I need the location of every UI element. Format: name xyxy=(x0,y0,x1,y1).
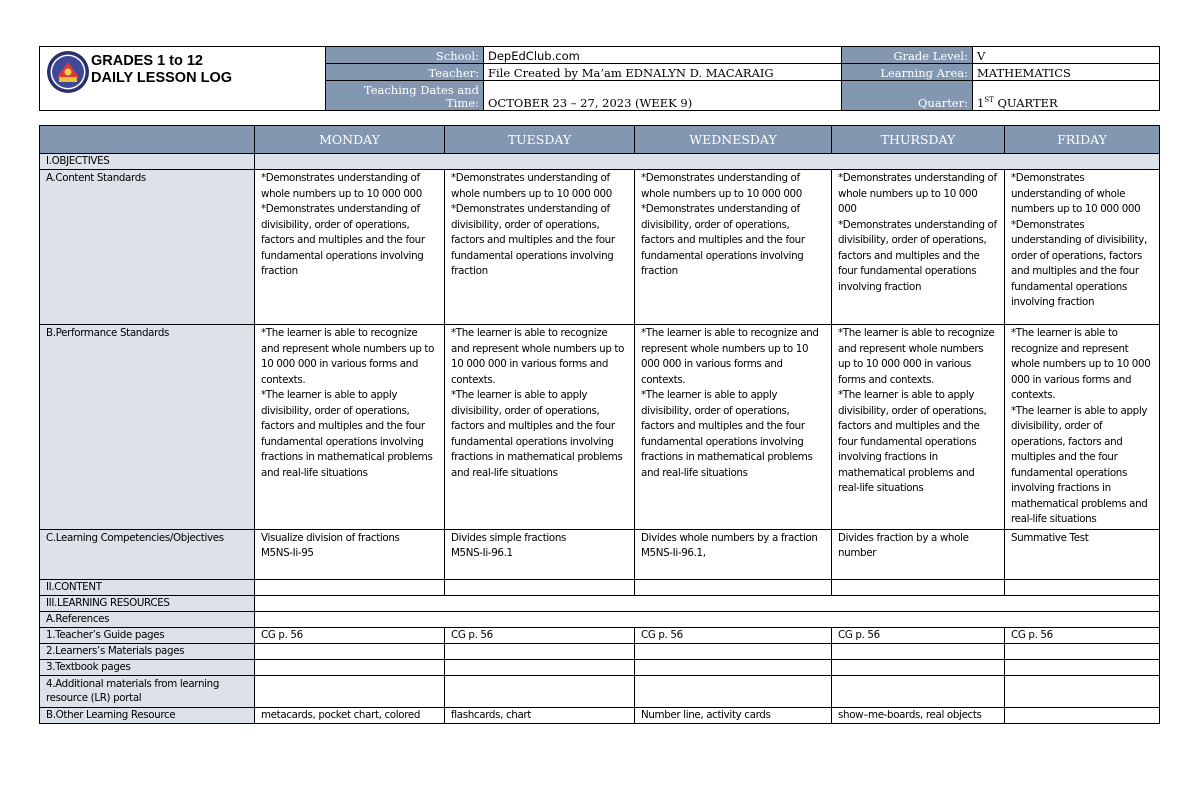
table-row xyxy=(40,675,1160,707)
grade-level-label: Grade Level: xyxy=(842,47,973,64)
day-header-tuesday: TUESDAY xyxy=(445,126,635,154)
teaching-dates-label-line2: Time: xyxy=(446,96,479,110)
learners-materials-monday xyxy=(255,643,445,659)
textbook-label: 3.Textbook pages xyxy=(40,659,255,675)
additional-materials-tuesday xyxy=(445,675,635,707)
performance-standards-wednesday: *The learner is able to recognize and represent whole numbers up to 10 000 000 in various forms and contexts. *The learner is able to apply divisibility, order of operations, factors and multiples and the four fundamental operations involving fractions in mathematical problems and real-life situations xyxy=(635,325,832,530)
other-resources-wednesday: Number line, activity cards xyxy=(635,707,832,723)
table-row xyxy=(40,595,1160,611)
table-row xyxy=(40,154,1160,170)
performance-standards-thursday: *The learner is able to recognize and represent whole numbers up to 10 000 000 in various forms and contexts. *The learner is able to apply divisibility, order of operations, factors and multiples and the four fundamental operations involving fractions in mathematical problems and real-life situations xyxy=(832,325,1005,530)
learning-area-value: MATHEMATICS xyxy=(973,64,1160,81)
day-header-wednesday: WEDNESDAY xyxy=(635,126,832,154)
table-row xyxy=(40,579,1160,595)
teachers-guide-wednesday: CG p. 56 xyxy=(635,627,832,643)
quarter-label: Quarter: xyxy=(842,81,973,111)
teacher-label: Teacher: xyxy=(326,64,484,81)
teachers-guide-monday: CG p. 56 xyxy=(255,627,445,643)
additional-materials-thursday xyxy=(832,675,1005,707)
learners-materials-thursday xyxy=(832,643,1005,659)
other-resources-thursday: show–me-boards, real objects xyxy=(832,707,1005,723)
learning-resources-fill xyxy=(255,595,1160,611)
quarter-word: QUARTER xyxy=(993,96,1058,110)
additional-materials-wednesday xyxy=(635,675,832,707)
content-standards-label: A.Content Standards xyxy=(40,170,255,325)
teaching-dates-value: OCTOBER 23 – 27, 2023 (WEEK 9) xyxy=(484,81,842,111)
table-row xyxy=(40,627,1160,643)
other-resources-tuesday: flashcards, chart xyxy=(445,707,635,723)
table-row xyxy=(40,643,1160,659)
content-standards-tuesday: *Demonstrates understanding of whole numbers up to 10 000 000 *Demonstrates understanding of divisibility, order of operations, factors and multiples and the four fundamental operations involving fraction xyxy=(445,170,635,325)
grade-level-value: V xyxy=(973,47,1160,64)
day-header-corner xyxy=(40,126,255,154)
learners-materials-wednesday xyxy=(635,643,832,659)
table-row xyxy=(40,170,1160,325)
content-thursday xyxy=(832,579,1005,595)
performance-standards-friday: *The learner is able to recognize and represent whole numbers up to 10 000 000 in various forms and contexts. *The learner is able to apply divisibility, order of operations, factors and multiples and the four fundamental operations involving fractions in mathematical problems and real-life situations xyxy=(1005,325,1160,530)
table-row xyxy=(40,707,1160,723)
competencies-label: C.Learning Competencies/Objectives xyxy=(40,529,255,579)
quarter-value xyxy=(973,81,1160,111)
learners-materials-tuesday xyxy=(445,643,635,659)
table-row xyxy=(40,659,1160,675)
competencies-friday: Summative Test xyxy=(1005,529,1160,579)
performance-standards-label: B.Performance Standards xyxy=(40,325,255,530)
teachers-guide-label: 1.Teacher’s Guide pages xyxy=(40,627,255,643)
day-header-thursday: THURSDAY xyxy=(832,126,1005,154)
deped-seal-icon xyxy=(46,50,90,94)
performance-standards-tuesday: *The learner is able to recognize and represent whole numbers up to 10 000 000 in various forms and contexts. *The learner is able to apply divisibility, order of operations, factors and multiples and the four fundamental operations involving fractions in mathematical problems and real-life situations xyxy=(445,325,635,530)
objectives-heading: I.OBJECTIVES xyxy=(40,154,255,170)
teachers-guide-thursday: CG p. 56 xyxy=(832,627,1005,643)
objectives-fill xyxy=(255,154,1160,170)
content-standards-wednesday: *Demonstrates understanding of whole numbers up to 10 000 000 *Demonstrates understanding of divisibility, order of operations, factors and multiples and the four fundamental operations involving fraction xyxy=(635,170,832,325)
textbook-friday xyxy=(1005,659,1160,675)
textbook-wednesday xyxy=(635,659,832,675)
learners-materials-friday xyxy=(1005,643,1160,659)
textbook-thursday xyxy=(832,659,1005,675)
form-title-line2: DAILY LESSON LOG xyxy=(91,70,232,86)
quarter-suffix: ST xyxy=(984,96,994,105)
learning-area-label: Learning Area: xyxy=(842,64,973,81)
performance-standards-monday: *The learner is able to recognize and represent whole numbers up to 10 000 000 in various forms and contexts. *The learner is able to apply divisibility, order of operations, factors and multiples and the four fundamental operations involving fractions in mathematical problems and real-life situations xyxy=(255,325,445,530)
teachers-guide-friday: CG p. 56 xyxy=(1005,627,1160,643)
table-row xyxy=(40,529,1160,579)
other-resources-monday: metacards, pocket chart, colored xyxy=(255,707,445,723)
additional-materials-monday xyxy=(255,675,445,707)
content-standards-friday: *Demonstrates understanding of whole numbers up to 10 000 000 *Demonstrates understanding of divisibility, order of operations, factors and multiples and the four fundamental operations involving fraction xyxy=(1005,170,1160,325)
competencies-wednesday: Divides whole numbers by a fraction M5NS-Ii-96.1, xyxy=(635,529,832,579)
school-value: DepEdClub.com xyxy=(484,47,842,64)
teachers-guide-tuesday: CG p. 56 xyxy=(445,627,635,643)
content-tuesday xyxy=(445,579,635,595)
content-friday xyxy=(1005,579,1160,595)
day-header-monday: MONDAY xyxy=(255,126,445,154)
competencies-monday: Visualize division of fractions M5NS-Ii-95 xyxy=(255,529,445,579)
day-header-friday: FRIDAY xyxy=(1005,126,1160,154)
school-label: School: xyxy=(326,47,484,64)
references-label: A.References xyxy=(40,611,255,627)
table-row xyxy=(40,611,1160,627)
content-heading: II.CONTENT xyxy=(40,579,255,595)
additional-materials-friday xyxy=(1005,675,1160,707)
additional-materials-label: 4.Additional materials from learning resource (LR) portal xyxy=(40,675,255,707)
other-resources-label: B.Other Learning Resource xyxy=(40,707,255,723)
references-fill xyxy=(255,611,1160,627)
learners-materials-label: 2.Learners’s Materials pages xyxy=(40,643,255,659)
content-monday xyxy=(255,579,445,595)
content-standards-thursday: *Demonstrates understanding of whole numbers up to 10 000 000 *Demonstrates understanding of divisibility, order of operations, factors and multiples and the four fundamental operations involving fraction xyxy=(832,170,1005,325)
textbook-monday xyxy=(255,659,445,675)
day-header-row xyxy=(40,126,1160,154)
lesson-log-table xyxy=(39,125,1160,724)
textbook-tuesday xyxy=(445,659,635,675)
competencies-tuesday: Divides simple fractions M5NS-Ii-96.1 xyxy=(445,529,635,579)
teacher-value: File Created by Ma’am EDNALYN D. MACARAIG xyxy=(484,64,842,81)
teaching-dates-label-line1: Teaching Dates and xyxy=(363,83,479,97)
learning-resources-heading: III.LEARNING RESOURCES xyxy=(40,595,255,611)
teaching-dates-label xyxy=(326,81,484,111)
other-resources-friday xyxy=(1005,707,1160,723)
content-standards-monday: *Demonstrates understanding of whole numbers up to 10 000 000 *Demonstrates understanding of divisibility, order of operations, factors and multiples and the four fundamental operations involving fraction xyxy=(255,170,445,325)
content-wednesday xyxy=(635,579,832,595)
form-title-line1: GRADES 1 to 12 xyxy=(91,53,203,69)
competencies-thursday: Divides fraction by a whole number xyxy=(832,529,1005,579)
header-table xyxy=(39,46,1160,111)
form-title-cell xyxy=(40,47,326,111)
table-row xyxy=(40,325,1160,530)
quarter-number: 1 xyxy=(977,96,985,110)
